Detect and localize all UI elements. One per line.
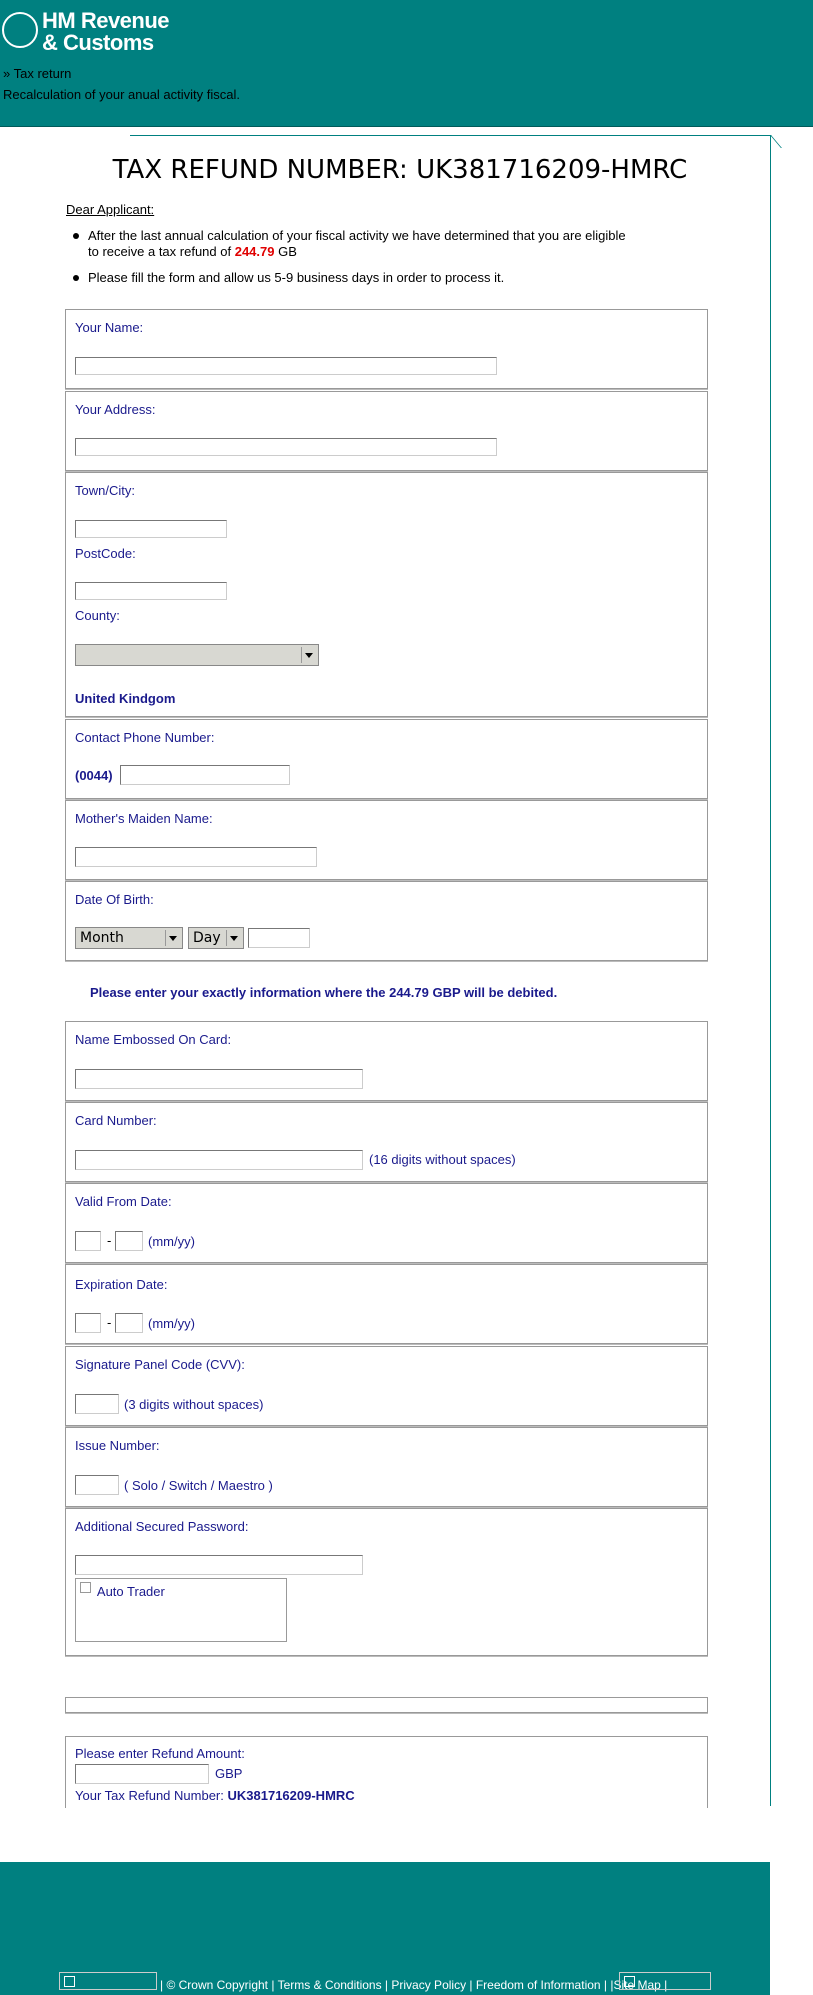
- refund-number-label: Your Tax Refund Number:: [75, 1788, 224, 1803]
- valid-from-hint: (mm/yy): [148, 1234, 195, 1249]
- phone-input[interactable]: [120, 765, 290, 785]
- postcode-input[interactable]: [75, 582, 227, 600]
- card-number-hint: (16 digits without spaces): [369, 1152, 516, 1167]
- valid-from-section: [65, 1183, 708, 1263]
- county-select[interactable]: [75, 644, 319, 666]
- card-name-label: Name Embossed On Card:: [75, 1032, 232, 1047]
- phone-label: Contact Phone Number:: [75, 730, 215, 745]
- greeting: Dear Applicant:: [66, 202, 155, 217]
- address-input[interactable]: [75, 438, 497, 456]
- card-number-section: [65, 1102, 708, 1182]
- refund-amount: 244.79: [234, 244, 275, 259]
- cvv-section: [65, 1346, 708, 1426]
- card-instruction: Please enter your exactly information where the 244.79 GBP will be debited.: [90, 985, 558, 1000]
- breadcrumb[interactable]: » Tax return: [3, 66, 72, 81]
- phone-prefix: (0044): [75, 768, 113, 783]
- footer-left-image[interactable]: [59, 1972, 157, 1990]
- intro-bullet-process: Please fill the form and allow us 5-9 business days in order to process it.: [66, 270, 626, 286]
- card-name-section: [65, 1021, 708, 1101]
- dob-day-value: Day: [193, 930, 221, 946]
- cvv-hint: (3 digits without spaces): [124, 1397, 264, 1412]
- date-separator: -: [107, 1315, 112, 1330]
- password-section: [65, 1508, 708, 1656]
- header-subtitle: Recalculation of your anual activity fiscal.: [3, 87, 241, 102]
- name-section: [65, 309, 708, 389]
- intro-bullet-refund: [66, 228, 626, 260]
- chevron-down-icon: [301, 647, 316, 663]
- expiration-month-input[interactable]: [75, 1313, 101, 1333]
- refund-number-value: UK381716209-HMRC: [227, 1788, 355, 1803]
- intro-list: [66, 228, 626, 296]
- dob-month-select[interactable]: [75, 927, 183, 949]
- password-input[interactable]: [75, 1555, 363, 1575]
- broken-image-icon: [80, 1582, 91, 1593]
- name-input[interactable]: [75, 357, 497, 375]
- address-section: [65, 391, 708, 471]
- password-label: Additional Secured Password:: [75, 1519, 249, 1534]
- hmrc-logo[interactable]: [42, 10, 169, 54]
- issue-number-hint: ( Solo / Switch / Maestro ): [124, 1478, 273, 1493]
- valid-from-label: Valid From Date:: [75, 1194, 172, 1209]
- card-number-label: Card Number:: [75, 1113, 157, 1128]
- spacer-box: [65, 1697, 708, 1713]
- address-label: Your Address:: [75, 402, 156, 417]
- issue-number-label: Issue Number:: [75, 1438, 160, 1453]
- valid-from-month-input[interactable]: [75, 1231, 101, 1251]
- cvv-input[interactable]: [75, 1394, 119, 1414]
- location-section: [65, 472, 708, 717]
- name-label: Your Name:: [75, 320, 144, 335]
- town-input[interactable]: [75, 520, 227, 538]
- refund-section: [65, 1736, 708, 1808]
- refund-currency: GB: [278, 244, 297, 259]
- footer-links[interactable]: | © Crown Copyright | Terms & Conditions | Privacy Policy | Freedom of Information | |Site Map |: [160, 1978, 668, 1992]
- dob-year-input[interactable]: [248, 928, 310, 948]
- auto-trader-frame[interactable]: [75, 1578, 287, 1642]
- dob-label: Date Of Birth:: [75, 892, 154, 907]
- county-label: County:: [75, 608, 120, 623]
- dob-section: [65, 881, 708, 961]
- page-title: TAX REFUND NUMBER: UK381716209-HMRC: [112, 155, 688, 185]
- chevron-down-icon: [165, 930, 180, 946]
- maiden-name-label: Mother's Maiden Name:: [75, 811, 213, 826]
- auto-trader-label: Auto Trader: [96, 1584, 165, 1599]
- chevron-down-icon: [226, 930, 241, 946]
- town-label: Town/City:: [75, 483, 135, 498]
- broken-image-icon: [624, 1976, 635, 1987]
- cvv-label: Signature Panel Code (CVV):: [75, 1357, 245, 1372]
- dob-month-value: Month: [80, 930, 124, 946]
- refund-currency: GBP: [215, 1766, 243, 1781]
- date-separator: -: [107, 1233, 112, 1248]
- issue-number-section: [65, 1427, 708, 1507]
- country-label: United Kindgom: [75, 691, 176, 706]
- card-number-input[interactable]: [75, 1150, 363, 1170]
- refund-amount-input[interactable]: [75, 1764, 209, 1784]
- logo-line2: & Customs: [42, 30, 154, 55]
- dob-day-select[interactable]: [188, 927, 244, 949]
- expiration-label: Expiration Date:: [75, 1277, 168, 1292]
- expiration-year-input[interactable]: [115, 1313, 143, 1333]
- expiration-section: [65, 1264, 708, 1344]
- broken-image-icon: [64, 1976, 75, 1987]
- postcode-label: PostCode:: [75, 546, 136, 561]
- bullet-text: After the last annual calculation of your fiscal activity we have determined that you are eligible to receive a tax refund of: [88, 228, 626, 259]
- issue-number-input[interactable]: [75, 1475, 119, 1495]
- refund-number-row: [75, 1788, 355, 1803]
- maiden-name-input[interactable]: [75, 847, 317, 867]
- site-header: [0, 0, 813, 127]
- crown-crest-icon: [2, 12, 38, 48]
- valid-from-year-input[interactable]: [115, 1231, 143, 1251]
- refund-amount-label: Please enter Refund Amount:: [75, 1746, 245, 1761]
- card-name-input[interactable]: [75, 1069, 363, 1089]
- expiration-hint: (mm/yy): [148, 1316, 195, 1331]
- footer-right-image[interactable]: [619, 1972, 711, 1990]
- phone-section: [65, 719, 708, 799]
- maiden-name-section: [65, 800, 708, 880]
- logo-line1: HM Revenue: [42, 8, 170, 33]
